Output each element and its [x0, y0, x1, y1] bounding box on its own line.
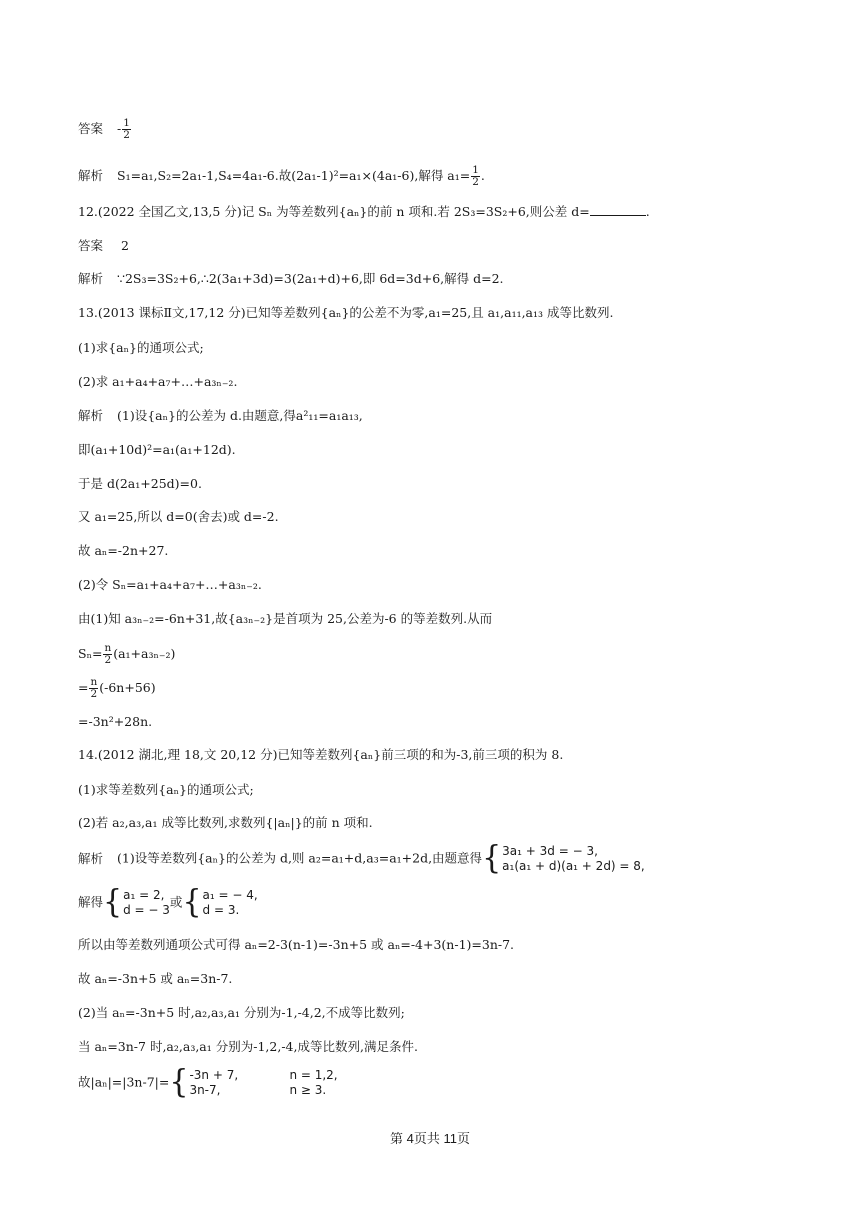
q13-sol5: 故 aₙ=-2n+27.: [78, 543, 169, 558]
q11-analysis-text: S₁=a₁,S₂=2a₁-1,S₄=4a₁-6.故(2a₁-1)²=a₁×(4a₁-6),解得 a₁=: [117, 168, 471, 183]
q13-sol8: [78, 643, 175, 666]
page-footer: 第 4页共 11页: [390, 1131, 470, 1146]
q13-sol8-numerator: n: [104, 642, 112, 654]
q13-sol8-post: (a₁+a₃ₙ₋₂): [113, 646, 176, 661]
q14-system3: [203, 888, 258, 918]
q14-piecewise-brace: {: [169, 1064, 189, 1101]
q14-sol7-pre: 故|aₙ|=|3n-7|=: [78, 1074, 170, 1090]
q11-analysis-numerator: 1: [472, 164, 479, 176]
q14-part2: (2)若 a₂,a₃,a₁ 成等比数列,求数列{|aₙ|}的前 n 项和.: [78, 815, 373, 830]
q14-system3-eq1: a₁ = − 4,: [202, 888, 258, 902]
q14-sol5: (2)当 aₙ=-3n+5 时,a₂,a₃,a₁ 分别为-1,-4,2,不成等比数列;: [78, 1005, 405, 1020]
analysis-label: 解析: [78, 168, 104, 183]
q14-sol6: 当 aₙ=3n-7 时,a₂,a₃,a₁ 分别为-1,2,-4,成等比数列,满足条件.: [78, 1039, 418, 1054]
q14-solution-line: [78, 884, 258, 921]
q11-analysis-end: .: [480, 168, 485, 183]
q12-analysis-line: [78, 271, 504, 287]
q13-sol6: (2)令 Sₙ=a₁+a₄+a₇+…+a₃ₙ₋₂.: [78, 577, 262, 592]
q13-stem: 13.(2013 课标Ⅱ文,17,12 分)已知等差数列{aₙ}的公差不为零,a₁=25,且 a₁,a₁₁,a₁₃ 成等比数列.: [78, 305, 614, 320]
q13-sol4: 又 a₁=25,所以 d=0(舍去)或 d=-2.: [78, 509, 279, 524]
q14-solve-label: 解得: [78, 894, 104, 910]
q12-analysis-text: ∵2S₃=3S₂+6,∴2(3a₁+3d)=3(2a₁+d)+6,即 6d=3d+6,解得 d=2.: [117, 271, 504, 286]
q14-system2-brace: {: [103, 884, 123, 921]
q14-case1: [189, 1068, 337, 1083]
q13-sol8-fraction: [103, 643, 112, 666]
q13-sol9-post: (-6n+56): [99, 680, 156, 695]
answer-label: 答案: [78, 121, 104, 136]
q13-part2: (2)求 a₁+a₄+a₇+…+a₃ₙ₋₂.: [78, 374, 238, 389]
q12-answer: 2: [121, 238, 129, 253]
q14-case2: [189, 1083, 337, 1098]
q14-system3-eq2: d = 3.: [202, 903, 240, 917]
q13-sol7: 由(1)知 a₃ₙ₋₂=-6n+31,故{a₃ₙ₋₂}是首项为 25,公差为-6 的等差数列.从而: [78, 611, 493, 626]
q14-analysis-line: [78, 840, 645, 877]
q14-part1: (1)求等差数列{aₙ}的通项公式;: [78, 782, 254, 797]
q13-analysis-line: [78, 408, 363, 424]
q14-case1-cond: n = 1,2,: [289, 1068, 338, 1082]
analysis-label: 解析: [78, 271, 104, 286]
q14-system1: [502, 844, 645, 874]
q13-sol2: 即(a₁+10d)²=a₁(a₁+12d).: [78, 442, 236, 457]
q13-sol9-fraction: [89, 677, 98, 700]
q11-analysis-fraction: [471, 165, 480, 188]
q14-sol3: 所以由等差数列通项公式可得 aₙ=2-3(n-1)=-3n+5 或 aₙ=-4+3(n-1)=3n-7.: [78, 937, 515, 952]
q14-piecewise: [189, 1068, 337, 1098]
q11-answer-fraction: [122, 118, 131, 141]
q14-sol4: 故 aₙ=-3n+5 或 aₙ=3n-7.: [78, 971, 233, 986]
analysis-label: 解析: [78, 408, 104, 423]
q12-stem-end: .: [645, 204, 650, 219]
q14-system2-eq1: a₁ = 2,: [123, 888, 165, 902]
analysis-label: 解析: [78, 850, 104, 866]
q14-sol7: [78, 1064, 338, 1101]
q13-sol9-pre: =: [78, 680, 89, 695]
q14-system1-eq2: a₁(a₁ + d)(a₁ + 2d) = 8,: [502, 859, 645, 873]
q13-sol9: [78, 677, 156, 700]
q14-system2-eq2: d = − 3: [123, 903, 170, 917]
q11-analysis-denominator: 2: [472, 176, 479, 188]
q13-sol3: 于是 d(2a₁+25d)=0.: [78, 476, 202, 491]
q12-answer-blank: [590, 203, 646, 216]
q13-sol9-numerator: n: [90, 676, 98, 688]
q12-stem: [78, 203, 650, 220]
q12-stem-text: 12.(2022 全国乙文,13,5 分)记 Sₙ 为等差数列{aₙ}的前 n 项和.若 2S₃=3S₂+6,则公差 d=: [78, 204, 590, 219]
q14-case2-expr: 3n-7,: [189, 1083, 221, 1097]
q14-case1-expr: -3n + 7,: [189, 1068, 239, 1082]
q11-analysis-line: [78, 165, 485, 188]
q13-sol8-denominator: 2: [104, 654, 112, 666]
q13-sol1: (1)设{aₙ}的公差为 d.由题意,得a²₁₁=a₁a₁₃,: [117, 408, 363, 423]
q11-answer-sign: -: [117, 121, 122, 136]
q14-or: 或: [169, 894, 183, 910]
q14-system1-eq1: 3a₁ + 3d = − 3,: [502, 844, 598, 858]
q13-part1: (1)求{aₙ}的通项公式;: [78, 340, 204, 355]
q11-answer-line: [78, 118, 132, 141]
q14-system2: [123, 888, 170, 918]
q11-answer-denominator: 2: [123, 129, 130, 141]
q14-system1-brace: {: [482, 840, 502, 877]
q14-system3-brace: {: [182, 884, 202, 921]
q13-sol10: =-3n²+28n.: [78, 714, 153, 729]
q14-case2-cond: n ≥ 3.: [289, 1083, 327, 1097]
q11-answer-numerator: 1: [123, 117, 130, 129]
q13-sol9-denominator: 2: [90, 688, 98, 700]
q13-sol8-pre: Sₙ=: [78, 646, 103, 661]
q14-sol1: (1)设等差数列{aₙ}的公差为 d,则 a₂=a₁+d,a₃=a₁+2d,由题意得: [117, 850, 483, 866]
q14-stem: 14.(2012 湖北,理 18,文 20,12 分)已知等差数列{aₙ}前三项的和为-3,前三项的积为 8.: [78, 747, 564, 762]
q12-answer-line: [78, 238, 129, 254]
answer-label: 答案: [78, 238, 104, 253]
